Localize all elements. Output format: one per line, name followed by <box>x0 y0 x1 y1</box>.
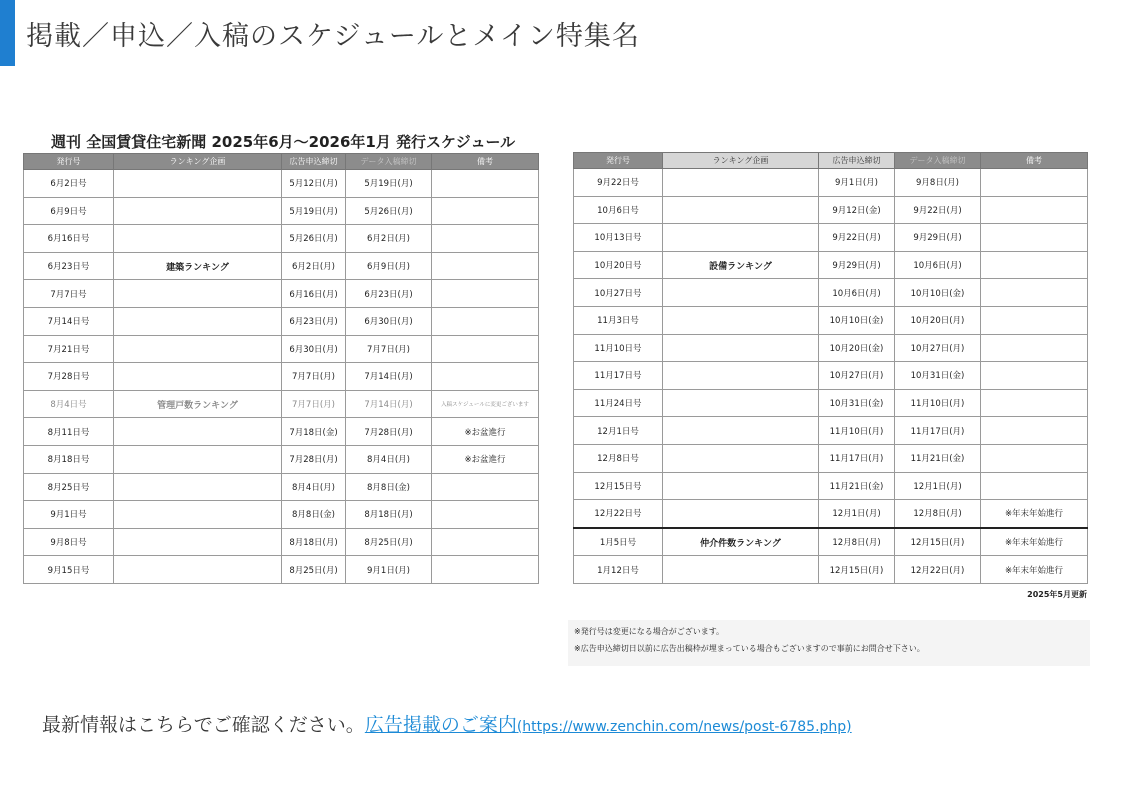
cell-apply: 8月25日(月) <box>282 556 346 584</box>
page-title: 掲載／申込／入稿のスケジュールとメイン特集名 <box>26 21 640 52</box>
cell-apply: 8月18日(月) <box>282 528 346 556</box>
schedule-grid-right <box>573 152 1088 584</box>
cell-ranking <box>114 556 282 584</box>
cell-manuscript: 12月8日(月) <box>895 500 981 528</box>
table-row <box>24 363 539 391</box>
note-ad-slots: ※広告申込締切日以前に広告出稿枠が埋まっている場合もございますので事前にお問合せ下さい。 <box>574 644 925 653</box>
table-row <box>574 556 1088 584</box>
cell-manuscript: 12月22日(月) <box>895 556 981 584</box>
cell-ranking <box>663 417 819 445</box>
cell-remarks <box>981 417 1088 445</box>
cell-apply: 5月26日(月) <box>282 225 346 253</box>
cell-remarks <box>981 472 1088 500</box>
cell-manuscript: 11月17日(月) <box>895 417 981 445</box>
cell-apply: 11月17日(月) <box>819 444 895 472</box>
cell-ranking <box>114 418 282 446</box>
cell-manuscript: 11月10日(月) <box>895 389 981 417</box>
cell-ranking: 仲介件数ランキング <box>663 528 819 556</box>
cell-remarks <box>981 444 1088 472</box>
cell-manuscript: 10月27日(月) <box>895 334 981 362</box>
cell-ranking <box>114 445 282 473</box>
cell-issue: 6月16日号 <box>24 225 114 253</box>
cell-remarks <box>432 335 539 363</box>
cell-manuscript: 8月8日(金) <box>346 473 432 501</box>
cell-ranking <box>663 279 819 307</box>
cell-remarks <box>432 225 539 253</box>
footer-info <box>42 710 852 737</box>
title-accent-bar <box>0 0 15 66</box>
cell-manuscript: 12月15日(月) <box>895 528 981 556</box>
table-row <box>24 252 539 280</box>
table-row <box>574 334 1088 362</box>
note-issue-change: ※発行号は変更になる場合がございます。 <box>574 627 725 636</box>
cell-remarks <box>981 169 1088 197</box>
cell-ranking <box>114 363 282 391</box>
cell-issue: 8月25日号 <box>24 473 114 501</box>
schedule-grid-left <box>23 153 539 584</box>
cell-ranking <box>114 501 282 529</box>
cell-remarks: ※年末年始進行 <box>981 500 1088 528</box>
table-row <box>574 362 1088 390</box>
cell-apply: 7月28日(月) <box>282 445 346 473</box>
cell-apply: 6月2日(月) <box>282 252 346 280</box>
cell-ranking: 建築ランキング <box>114 252 282 280</box>
cell-issue: 6月9日号 <box>24 197 114 225</box>
cell-issue: 9月1日号 <box>24 501 114 529</box>
cell-remarks <box>981 334 1088 362</box>
cell-issue: 11月10日号 <box>574 334 663 362</box>
cell-remarks: ※年末年始進行 <box>981 528 1088 556</box>
cell-issue: 12月8日号 <box>574 444 663 472</box>
cell-apply: 12月15日(月) <box>819 556 895 584</box>
updated-date: 2025年5月更新 <box>1027 589 1087 599</box>
cell-issue: 8月4日号 <box>24 390 114 418</box>
cell-ranking <box>114 335 282 363</box>
cell-apply: 9月29日(月) <box>819 251 895 279</box>
header-manuscript-deadline: データ入稿締切 <box>346 154 432 170</box>
cell-issue: 12月1日号 <box>574 417 663 445</box>
cell-remarks <box>432 197 539 225</box>
cell-manuscript: 9月1日(月) <box>346 556 432 584</box>
cell-issue: 9月22日号 <box>574 169 663 197</box>
cell-ranking <box>114 225 282 253</box>
cell-ranking <box>663 362 819 390</box>
table-row <box>574 500 1088 528</box>
cell-manuscript: 7月14日(月) <box>346 363 432 391</box>
cell-apply: 6月30日(月) <box>282 335 346 363</box>
cell-apply: 10月31日(金) <box>819 389 895 417</box>
cell-remarks <box>981 251 1088 279</box>
cell-apply: 9月1日(月) <box>819 169 895 197</box>
table-row <box>24 556 539 584</box>
cell-issue: 7月7日号 <box>24 280 114 308</box>
cell-manuscript: 6月2日(月) <box>346 225 432 253</box>
footer-text: 最新情報はこちらでご確認ください。 <box>42 714 365 736</box>
cell-issue: 1月12日号 <box>574 556 663 584</box>
cell-issue: 11月24日号 <box>574 389 663 417</box>
cell-apply: 11月21日(金) <box>819 472 895 500</box>
schedule-table-right <box>573 152 1087 600</box>
cell-issue: 8月11日号 <box>24 418 114 446</box>
cell-ranking <box>663 224 819 252</box>
cell-manuscript: 5月26日(月) <box>346 197 432 225</box>
table-row <box>574 306 1088 334</box>
cell-remarks <box>432 363 539 391</box>
table-row <box>24 280 539 308</box>
table-row <box>574 196 1088 224</box>
cell-ranking <box>114 528 282 556</box>
cell-issue: 8月18日号 <box>24 445 114 473</box>
cell-apply: 5月19日(月) <box>282 197 346 225</box>
cell-remarks <box>981 279 1088 307</box>
cell-manuscript: 6月9日(月) <box>346 252 432 280</box>
table-row <box>24 418 539 446</box>
schedule-title: 週刊 全国賃貸住宅新聞 2025年6月～2026年1月 発行スケジュール <box>51 133 516 151</box>
header-ranking: ランキング企画 <box>663 153 819 169</box>
cell-remarks <box>432 280 539 308</box>
table-row <box>24 307 539 335</box>
cell-apply: 11月10日(月) <box>819 417 895 445</box>
cell-issue: 7月21日号 <box>24 335 114 363</box>
cell-apply: 6月23日(月) <box>282 307 346 335</box>
cell-manuscript: 10月10日(金) <box>895 279 981 307</box>
table-row <box>24 501 539 529</box>
cell-apply: 6月16日(月) <box>282 280 346 308</box>
cell-remarks: ※お盆進行 <box>432 418 539 446</box>
ad-guide-url-link[interactable]: (https://www.zenchin.com/news/post-6785.php) <box>516 719 852 735</box>
cell-manuscript: 9月29日(月) <box>895 224 981 252</box>
table-row <box>24 445 539 473</box>
table-row <box>574 169 1088 197</box>
schedule-table-left <box>23 131 538 584</box>
table-row <box>574 444 1088 472</box>
table-row <box>24 170 539 198</box>
cell-manuscript: 6月23日(月) <box>346 280 432 308</box>
cell-ranking <box>114 473 282 501</box>
cell-remarks <box>432 528 539 556</box>
cell-remarks <box>432 556 539 584</box>
header-manuscript-deadline: データ入稿締切 <box>895 153 981 169</box>
cell-apply: 12月1日(月) <box>819 500 895 528</box>
cell-manuscript: 8月25日(月) <box>346 528 432 556</box>
cell-ranking <box>663 334 819 362</box>
cell-apply: 7月7日(月) <box>282 390 346 418</box>
cell-issue: 10月20日号 <box>574 251 663 279</box>
cell-manuscript: 9月8日(月) <box>895 169 981 197</box>
cell-issue: 9月8日号 <box>24 528 114 556</box>
table-row <box>24 225 539 253</box>
cell-remarks <box>981 224 1088 252</box>
cell-remarks <box>981 389 1088 417</box>
cell-remarks <box>432 473 539 501</box>
cell-issue: 11月3日号 <box>574 306 663 334</box>
cell-remarks <box>432 170 539 198</box>
cell-issue: 9月15日号 <box>24 556 114 584</box>
table-row <box>574 279 1088 307</box>
cell-remarks <box>981 196 1088 224</box>
table-row <box>24 528 539 556</box>
cell-manuscript: 8月4日(月) <box>346 445 432 473</box>
cell-manuscript: 10月6日(月) <box>895 251 981 279</box>
cell-remarks: 入稿スケジュールに変更ございます <box>432 390 539 418</box>
notes-panel <box>568 620 1090 666</box>
table-row <box>574 528 1088 556</box>
table-row <box>574 417 1088 445</box>
cell-remarks: ※お盆進行 <box>432 445 539 473</box>
cell-ranking <box>663 196 819 224</box>
cell-apply: 8月4日(月) <box>282 473 346 501</box>
cell-apply: 10月10日(金) <box>819 306 895 334</box>
cell-manuscript: 6月30日(月) <box>346 307 432 335</box>
cell-apply: 12月8日(月) <box>819 528 895 556</box>
table-row <box>574 472 1088 500</box>
cell-issue: 12月22日号 <box>574 500 663 528</box>
table-row <box>24 473 539 501</box>
header-issue: 発行号 <box>574 153 663 169</box>
cell-remarks <box>432 501 539 529</box>
cell-remarks <box>981 362 1088 390</box>
cell-issue: 10月27日号 <box>574 279 663 307</box>
table-row <box>574 389 1088 417</box>
cell-issue: 12月15日号 <box>574 472 663 500</box>
cell-apply: 10月6日(月) <box>819 279 895 307</box>
cell-ranking <box>663 169 819 197</box>
cell-apply: 10月27日(月) <box>819 362 895 390</box>
header-remarks: 備考 <box>432 154 539 170</box>
cell-ranking <box>663 472 819 500</box>
cell-manuscript: 12月1日(月) <box>895 472 981 500</box>
header-ranking: ランキング企画 <box>114 154 282 170</box>
cell-manuscript: 7月14日(月) <box>346 390 432 418</box>
cell-issue: 6月2日号 <box>24 170 114 198</box>
cell-ranking <box>114 170 282 198</box>
table-row <box>574 251 1088 279</box>
cell-manuscript: 7月7日(月) <box>346 335 432 363</box>
cell-remarks <box>432 252 539 280</box>
cell-apply: 7月7日(月) <box>282 363 346 391</box>
table-row <box>24 197 539 225</box>
cell-manuscript: 9月22日(月) <box>895 196 981 224</box>
cell-remarks: ※年末年始進行 <box>981 556 1088 584</box>
table-row <box>24 390 539 418</box>
header-remarks: 備考 <box>981 153 1088 169</box>
ad-guide-link[interactable]: 広告掲載のご案内 <box>364 714 517 736</box>
cell-apply: 7月18日(金) <box>282 418 346 446</box>
cell-issue: 11月17日号 <box>574 362 663 390</box>
cell-apply: 9月22日(月) <box>819 224 895 252</box>
cell-remarks <box>981 306 1088 334</box>
cell-ranking <box>663 500 819 528</box>
cell-ranking <box>663 306 819 334</box>
cell-manuscript: 10月20日(月) <box>895 306 981 334</box>
cell-ranking: 設備ランキング <box>663 251 819 279</box>
cell-issue: 10月6日号 <box>574 196 663 224</box>
table-row <box>574 224 1088 252</box>
cell-manuscript: 10月31日(金) <box>895 362 981 390</box>
cell-apply: 8月8日(金) <box>282 501 346 529</box>
cell-apply: 9月12日(金) <box>819 196 895 224</box>
cell-ranking <box>663 389 819 417</box>
cell-issue: 7月14日号 <box>24 307 114 335</box>
cell-ranking <box>663 556 819 584</box>
cell-ranking: 管理戸数ランキング <box>114 390 282 418</box>
cell-ranking <box>114 307 282 335</box>
cell-manuscript: 8月18日(月) <box>346 501 432 529</box>
cell-remarks <box>432 307 539 335</box>
header-apply-deadline: 広告申込締切 <box>819 153 895 169</box>
cell-ranking <box>114 197 282 225</box>
cell-apply: 10月20日(金) <box>819 334 895 362</box>
cell-manuscript: 11月21日(金) <box>895 444 981 472</box>
cell-issue: 7月28日号 <box>24 363 114 391</box>
cell-issue: 10月13日号 <box>574 224 663 252</box>
cell-issue: 6月23日号 <box>24 252 114 280</box>
cell-ranking <box>663 444 819 472</box>
cell-manuscript: 5月19日(月) <box>346 170 432 198</box>
header-apply-deadline: 広告申込締切 <box>282 154 346 170</box>
cell-apply: 5月12日(月) <box>282 170 346 198</box>
table-row <box>24 335 539 363</box>
cell-ranking <box>114 280 282 308</box>
header-issue: 発行号 <box>24 154 114 170</box>
cell-issue: 1月5日号 <box>574 528 663 556</box>
cell-manuscript: 7月28日(月) <box>346 418 432 446</box>
